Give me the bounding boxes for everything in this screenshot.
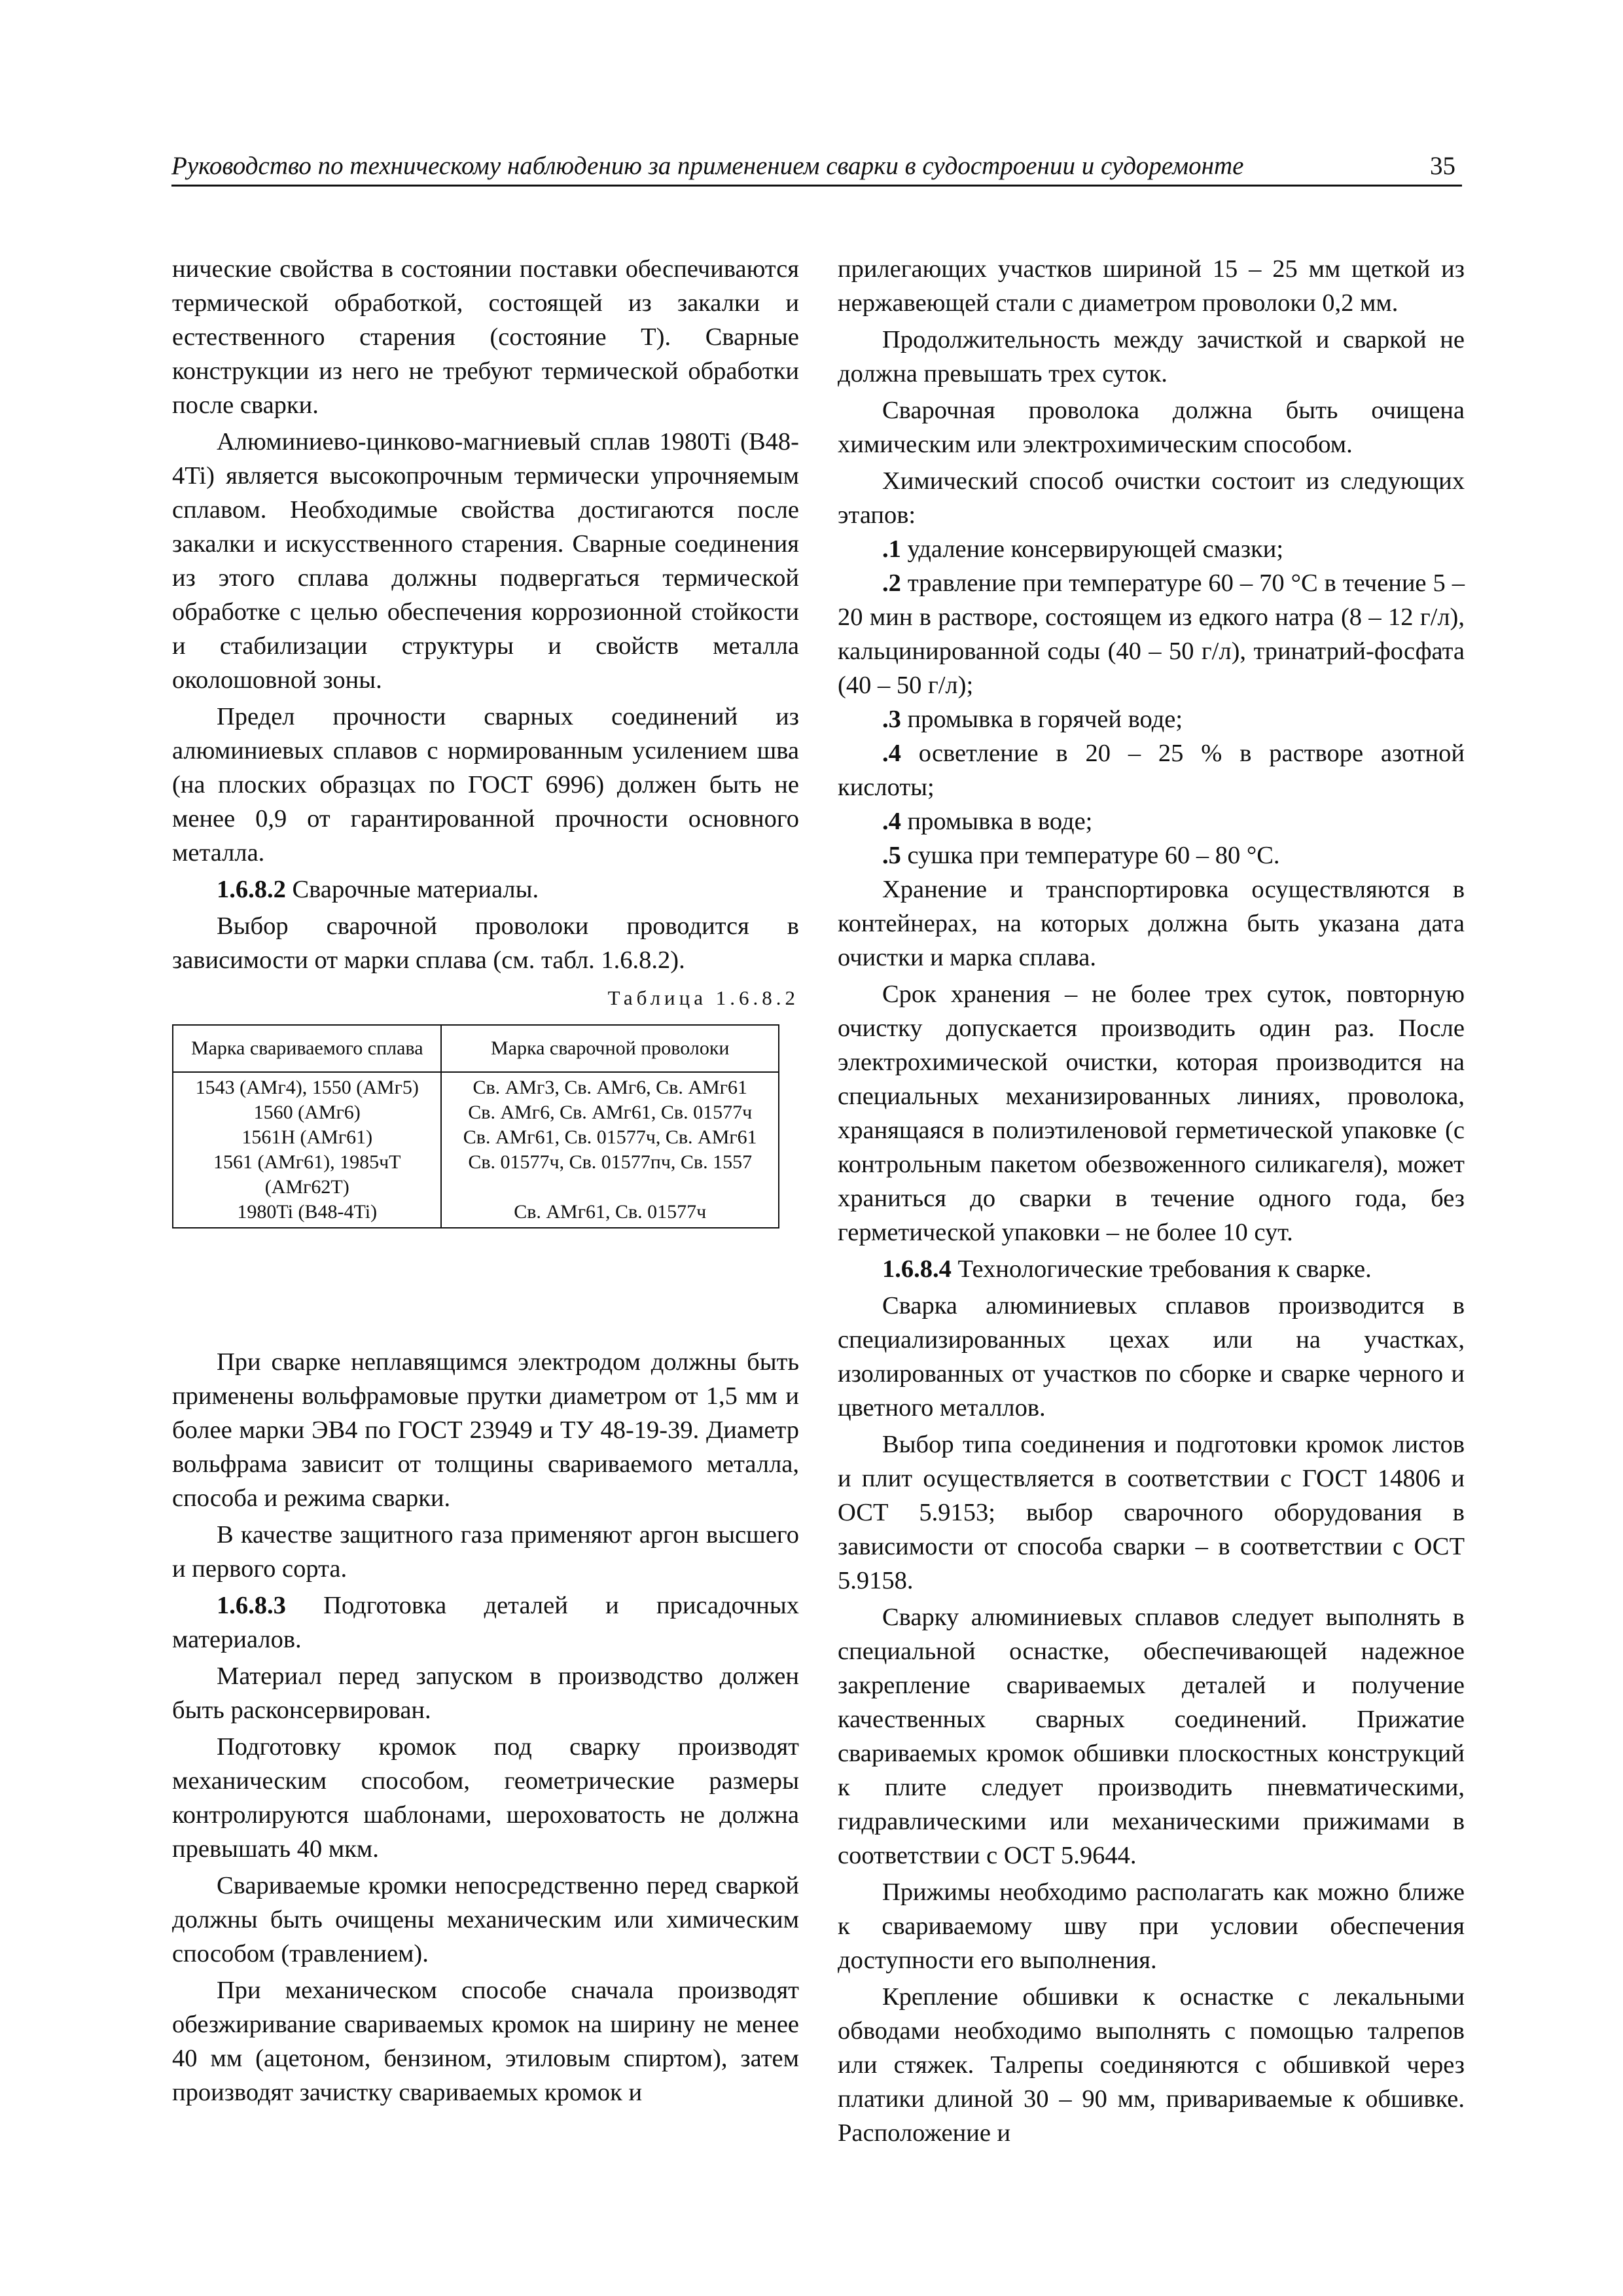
table-header-cell: Марка свариваемого сплава (173, 1025, 441, 1072)
wire-grade: Св. 01577ч, Св. 01577пч, Св. 1557 (468, 1151, 753, 1173)
alloy-grade: 1980Ti (В48-4Ti) (237, 1201, 378, 1223)
paragraph: Выбор сварочной проволоки проводится в зависимости от марки сплава (см. табл. 1.6.8.2). (172, 912, 799, 974)
left-column (172, 252, 799, 2109)
paragraph: Срок хранения – не более трех суток, повторную очистку допускается производить один раз. После электрохимической очистки, которая производится на специальных механизированных линиях, проволока, хранящаяся в полиэтиленовой герметической упаковке (с контрольным пакетом обезвоженного силикагеля), может храниться до сварки в течение одного года, без герметической упаковки – не более 10 сут. (838, 980, 1465, 1246)
paragraph: Сварочная проволока должна быть очищена химическим или электрохимическим способом. (838, 397, 1465, 458)
paragraph: Алюминиево-цинково-магниевый сплав 1980Ti (В48-4Ti) является высокопрочным термически упрочняемым сплавом. Необходимые свойства достигаются после закалки и искусственного старения. Сварные соединения из этого сплава должны подвергаться термической обработке с целью обеспечения коррозионной стойкости и стабилизации структуры и свойств металла околошовной зоны. (172, 428, 799, 694)
section-number: 1.6.8.4 (882, 1255, 952, 1283)
list-text: удаление консервирующей смазки; (901, 535, 1284, 563)
alloy-grade: 1560 (АМг6) (253, 1102, 361, 1123)
paragraph: Продолжительность между зачисткой и сваркой не должна превышать трех суток. (838, 326, 1465, 387)
list-item (838, 702, 1465, 736)
paragraph: нические свойства в состоянии поставки обеспечиваются термической обработкой, состоящей из закалки и естественного старения (состояние Т). Сварные конструкции из него не требуют термической обработки после сварки. (172, 255, 799, 419)
list-number: .4 (882, 740, 901, 767)
wire-grade (446, 1175, 774, 1200)
list-text: сушка при температуре 60 – 80 °С. (901, 842, 1280, 869)
paragraph: Крепление обшивки к оснастке с лекальными обводами необходимо выполнять с помощью талрепов или стяжек. Талрепы соединяются с обшивкой через платики длиной 30 – 90 мм, привариваемые к обшивке. Расположение и (838, 1983, 1465, 2147)
wire-grade: Св. АМг61, Св. 01577ч (514, 1201, 707, 1223)
wire-grade: Св. АМг6, Св. АМг61, Св. 01577ч (468, 1102, 753, 1123)
section-number: 1.6.8.3 (217, 1592, 286, 1619)
wire-grade: Св. АМг3, Св. АМг6, Св. АМг61 (473, 1077, 747, 1098)
list-item (838, 804, 1465, 838)
paragraph: При механическом способе сначала производят обезжиривание свариваемых кромок на ширину не менее 40 мм (ацетоном, бензином, этиловым спиртом), затем производят зачистку свариваемых кромок и (172, 1977, 799, 2106)
paragraph: Выбор типа соединения и подготовки кромок листов и плит осуществляется в соответствии с ГОСТ 14806 и ОСТ 5.9153; выбор сварочного оборудования в зависимости от способа сварки – в соответствии с ОСТ 5.9158. (838, 1431, 1465, 1594)
right-column (838, 252, 1465, 2150)
paragraph: Предел прочности сварных соединений из алюминиевых сплавов с нормированным усилением шва (на плоских образцах по ГОСТ 6996) должен быть не менее 0,9 от гарантированной прочности основного металла. (172, 703, 799, 867)
paragraph: При сварке неплавящимся электродом должны быть применены вольфрамовые прутки диаметром от 1,5 мм и более марки ЭВ4 по ГОСТ 23949 и ТУ 48-19-39. Диаметр вольфрама зависит от толщины свариваемого металла, способа и режима сварки. (172, 1348, 799, 1512)
section-heading (172, 1588, 799, 1657)
list-number: .4 (882, 808, 901, 835)
list-item (838, 532, 1465, 566)
list-item (838, 736, 1465, 804)
wire-grade: Св. АМг61, Св. 01577ч, Св. АМг61 (463, 1126, 757, 1148)
list-text: травление при температуре 60 – 70 °С в течение 5 – 20 мин в растворе, состоящем из едкого натра (8 – 12 г/л), кальцинированной соды (40 – 50 г/л), тринатрий-фосфата (40 – 50 г/л); (838, 569, 1465, 699)
list-number: .1 (882, 535, 901, 563)
page-number: 35 (1430, 152, 1455, 180)
paragraph: Химический способ очистки состоит из следующих этапов: (838, 467, 1465, 529)
list-number: .3 (882, 706, 901, 733)
running-title: Руководство по техническому наблюдению за применением сварки в судостроении и судоремонте (171, 152, 1244, 180)
paragraph: Прижимы необходимо располагать как можно ближе к свариваемому шву при условии обеспечения доступности его выполнения. (838, 1878, 1465, 1974)
section-heading (172, 872, 799, 906)
paragraph: прилегающих участков шириной 15 – 25 мм щеткой из нержавеющей стали с диаметром проволоки 0,2 мм. (838, 255, 1465, 317)
list-item (838, 566, 1465, 702)
paragraph: Подготовку кромок под сварку производят механическим способом, геометрические размеры контролируются шаблонами, шероховатость не должна превышать 40 мкм. (172, 1733, 799, 1863)
paragraph: В качестве защитного газа применяют аргон высшего и первого сорта. (172, 1521, 799, 1583)
list-text: промывка в воде; (901, 808, 1093, 835)
page-header (171, 145, 1462, 187)
paragraph: Свариваемые кромки непосредственно перед сваркой должны быть очищены механическим или химическим способом (травлением). (172, 1872, 799, 1967)
table-header-cell: Марка сварочной проволоки (441, 1025, 779, 1072)
section-title: Сварочные материалы. (285, 876, 539, 903)
section-title: Технологические требования к сварке. (951, 1255, 1372, 1283)
alloy-grade: 1543 (АМг4), 1550 (АМг5) (195, 1077, 419, 1098)
list-text: осветление в 20 – 25 % в растворе азотной кислоты; (838, 740, 1465, 801)
welding-wire-table (172, 1024, 779, 1229)
table-cell-alloys (173, 1072, 441, 1228)
paragraph: Хранение и транспортировка осуществляются в контейнерах, на которых должна быть указана дата очистки и марка сплава. (838, 876, 1465, 971)
table-header-row (173, 1025, 779, 1072)
list-item (838, 838, 1465, 872)
alloy-grade: 1561 (АМг61), 1985чТ (213, 1151, 401, 1173)
paragraph: Сварка алюминиевых сплавов производится в специализированных цехах или на участках, изолированных от участков по сборке и сварке черного и цветного металлов. (838, 1292, 1465, 1422)
alloy-grade: (АМг62Т) (264, 1176, 349, 1198)
alloy-grade: 1561Н (АМг61) (241, 1126, 373, 1148)
table-caption: Таблица 1.6.8.2 (607, 986, 799, 1009)
paragraph: Материал перед запуском в производство должен быть расконсервирован. (172, 1662, 799, 1724)
table-row (173, 1072, 779, 1228)
section-number: 1.6.8.2 (217, 876, 286, 903)
paragraph: Сварку алюминиевых сплавов следует выполнять в специальной оснастке, обеспечивающей надежное закрепление свариваемых деталей и получение качественных сварных соединений. Прижатие свариваемых кромок обшивки плоскостных конструкций к плите следует производить пневматическими, гидравлическими или механическими прижимами в соответствии с ОСТ 5.9644. (838, 1604, 1465, 1869)
section-title: Подготовка деталей и присадочных материалов. (172, 1592, 799, 1653)
list-text: промывка в горячей воде; (901, 706, 1183, 733)
list-number: .5 (882, 842, 901, 869)
list-number: .2 (882, 569, 901, 597)
spacer (172, 1229, 799, 1345)
section-heading (838, 1252, 1465, 1286)
table-cell-wires (441, 1072, 779, 1228)
